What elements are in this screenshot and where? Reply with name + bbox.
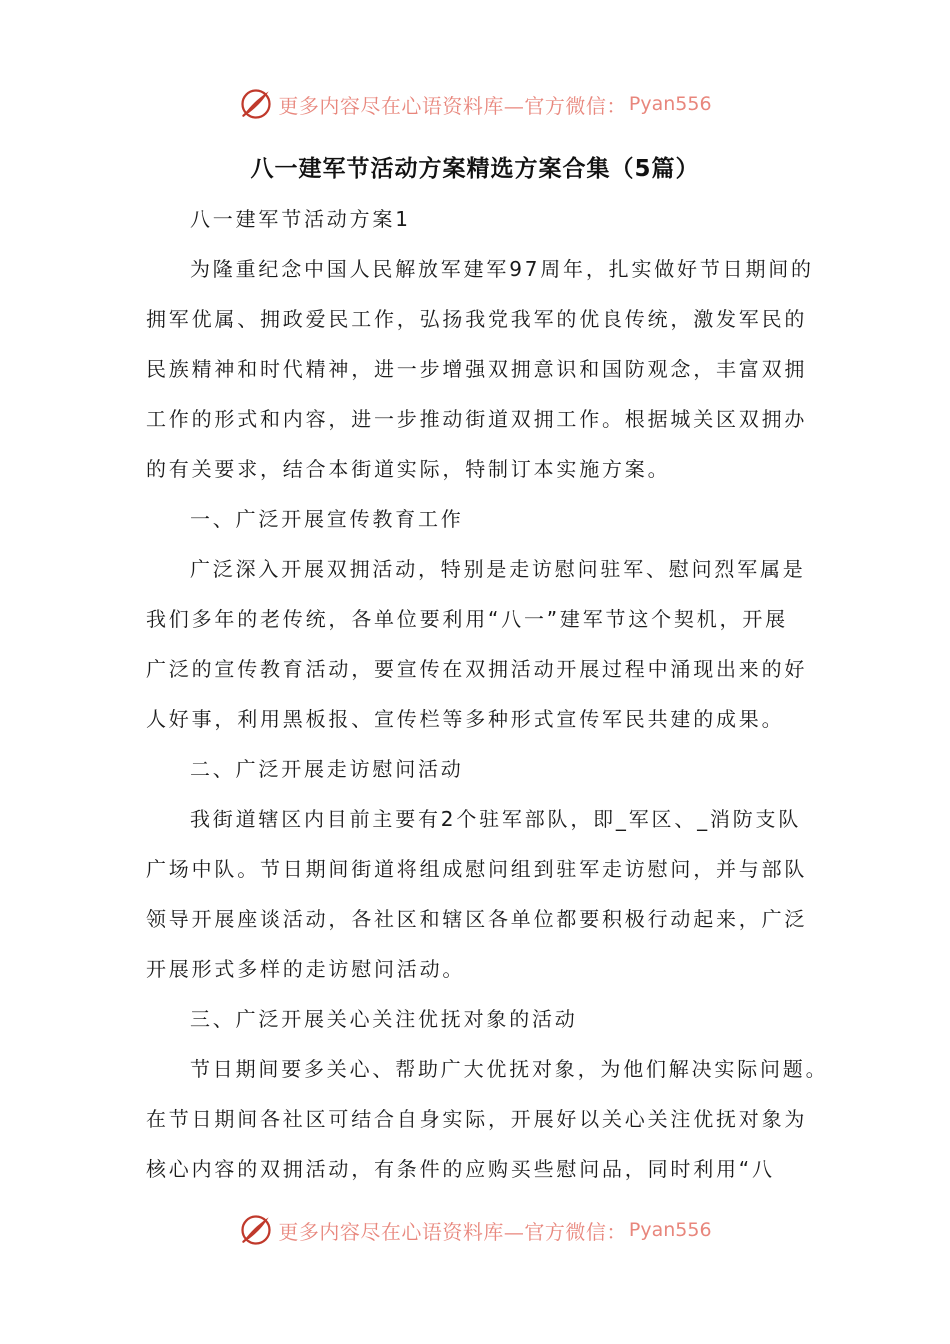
- paragraph-line: 我们多年的老传统，各单位要利用“八一”建军节这个契机，开展: [146, 607, 788, 631]
- paragraph-line: 在节日期间各社区可结合自身实际，开展好以关心关注优抚对象为: [146, 1107, 808, 1131]
- watermark-text: 更多内容尽在心语资料库—官方微信：: [278, 93, 627, 118]
- paragraph-line: 领导开展座谈活动，各社区和辖区各单位都要积极行动起来，广泛: [146, 907, 808, 931]
- watermark-banner-bottom: [0, 1210, 950, 1250]
- paragraph-line: 开展形式多样的走访慰问活动。: [146, 957, 466, 981]
- paragraph-line: 为隆重纪念中国人民解放军建军97周年，扎实做好节日期间的: [190, 257, 814, 281]
- paragraph-line: 核心内容的双拥活动，有条件的应购买些慰问品，同时利用“八: [146, 1157, 775, 1181]
- paragraph-line: 民族精神和时代精神，进一步增强双拥意识和国防观念，丰富双拥: [146, 357, 808, 381]
- section-heading: 二、广泛开展走访慰问活动: [190, 757, 464, 781]
- quill-circle-logo-icon: [238, 1212, 274, 1248]
- quill-circle-logo-icon: [238, 86, 274, 122]
- section-heading: 八一建军节活动方案1: [190, 207, 411, 231]
- watermark-banner-top: [0, 84, 950, 124]
- paragraph-line: 广泛的宣传教育活动，要宣传在双拥活动开展过程中涌现出来的好: [146, 657, 808, 681]
- paragraph-line: 工作的形式和内容，进一步推动街道双拥工作。根据城关区双拥办: [146, 407, 808, 431]
- paragraph-line: 人好事，利用黑板报、宣传栏等多种形式宣传军民共建的成果。: [146, 707, 785, 731]
- document-body: [146, 194, 829, 1194]
- watermark-wechat-id: Pyan556: [628, 93, 712, 115]
- paragraph-line: 节日期间要多关心、帮助广大优抚对象，为他们解决实际问题。: [190, 1057, 829, 1081]
- paragraph-line: 广泛深入开展双拥活动，特别是走访慰问驻军、慰问烈军属是: [190, 557, 806, 581]
- section-heading: 一、广泛开展宣传教育工作: [190, 507, 464, 531]
- watermark-text: 更多内容尽在心语资料库—官方微信：: [278, 1219, 627, 1244]
- paragraph-line: 广场中队。节日期间街道将组成慰问组到驻军走访慰问，并与部队: [146, 857, 808, 881]
- paragraph-line: 的有关要求，结合本街道实际，特制订本实施方案。: [146, 457, 671, 481]
- paragraph-line: 拥军优属、拥政爱民工作，弘扬我党我军的优良传统，激发军民的: [146, 307, 808, 331]
- document-title: 八一建军节活动方案精选方案合集（5篇）: [250, 156, 700, 182]
- watermark-wechat-id: Pyan556: [628, 1219, 712, 1241]
- paragraph-line: 我街道辖区内目前主要有2个驻军部队，即_军区、_消防支队: [190, 807, 802, 831]
- section-heading: 三、广泛开展关心关注优抚对象的活动: [190, 1007, 578, 1031]
